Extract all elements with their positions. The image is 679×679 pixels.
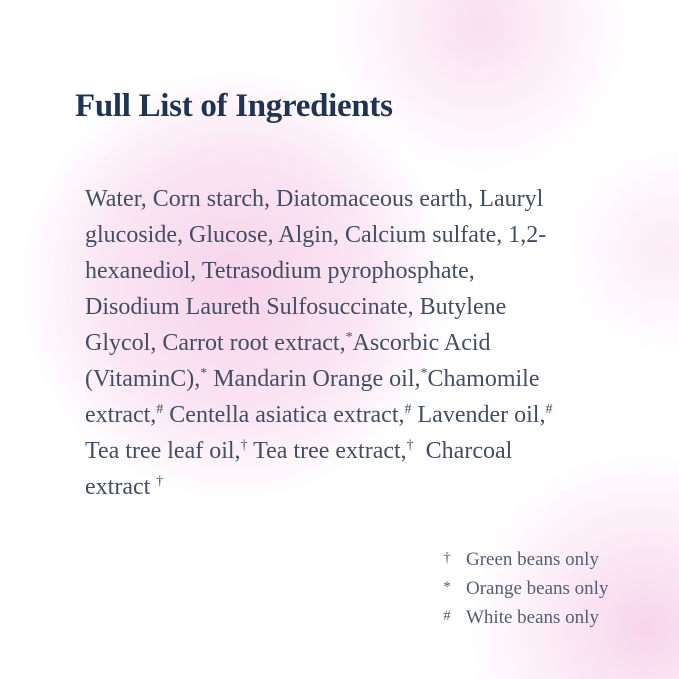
page-title: Full List of Ingredients <box>75 88 393 124</box>
footnote-marker: * <box>345 330 353 345</box>
ingredients-line: extract,# Centella asiatica extract,# Lavender oil,# <box>85 402 553 428</box>
ingredients-line: (VitaminC),* Mandarin Orange oil,*Chamomile <box>85 366 540 392</box>
legend-label: Orange beans only <box>466 578 609 599</box>
ingredients-line: Water, Corn starch, Diatomaceous earth, Lauryl <box>85 186 544 212</box>
legend-row <box>436 575 608 604</box>
ingredients-line: glucoside, Glucose, Algin, Calcium sulfate, 1,2- <box>85 222 547 248</box>
footnote-marker: † <box>240 438 248 453</box>
footnote-marker: # <box>156 402 164 417</box>
footnote-marker: * <box>420 366 428 381</box>
legend-row <box>436 546 608 575</box>
legend-label: White beans only <box>466 607 599 628</box>
ingredients-line: Glycol, Carrot root extract,*Ascorbic Acid <box>85 330 491 356</box>
footnote-marker: † <box>406 438 414 453</box>
ingredients-line: extract † <box>85 474 164 500</box>
ingredients-line: hexanediol, Tetrasodium pyrophosphate, <box>85 258 475 284</box>
ingredients-line: Tea tree leaf oil,† Tea tree extract,† Charcoal <box>85 438 513 464</box>
ingredients-line: Disodium Laureth Sulfosuccinate, Butylene <box>85 294 507 320</box>
legend-symbol: * <box>443 579 451 595</box>
ingredients-text <box>85 181 615 505</box>
legend-row <box>436 604 608 633</box>
footnote-legend <box>436 546 608 633</box>
legend-symbol: † <box>443 550 451 566</box>
legend-symbol: # <box>443 608 451 624</box>
footnote-marker: † <box>156 474 164 489</box>
footnote-marker: * <box>200 366 208 381</box>
footnote-marker: # <box>545 402 553 417</box>
footnote-marker: # <box>404 402 412 417</box>
legend-label: Green beans only <box>466 549 599 570</box>
